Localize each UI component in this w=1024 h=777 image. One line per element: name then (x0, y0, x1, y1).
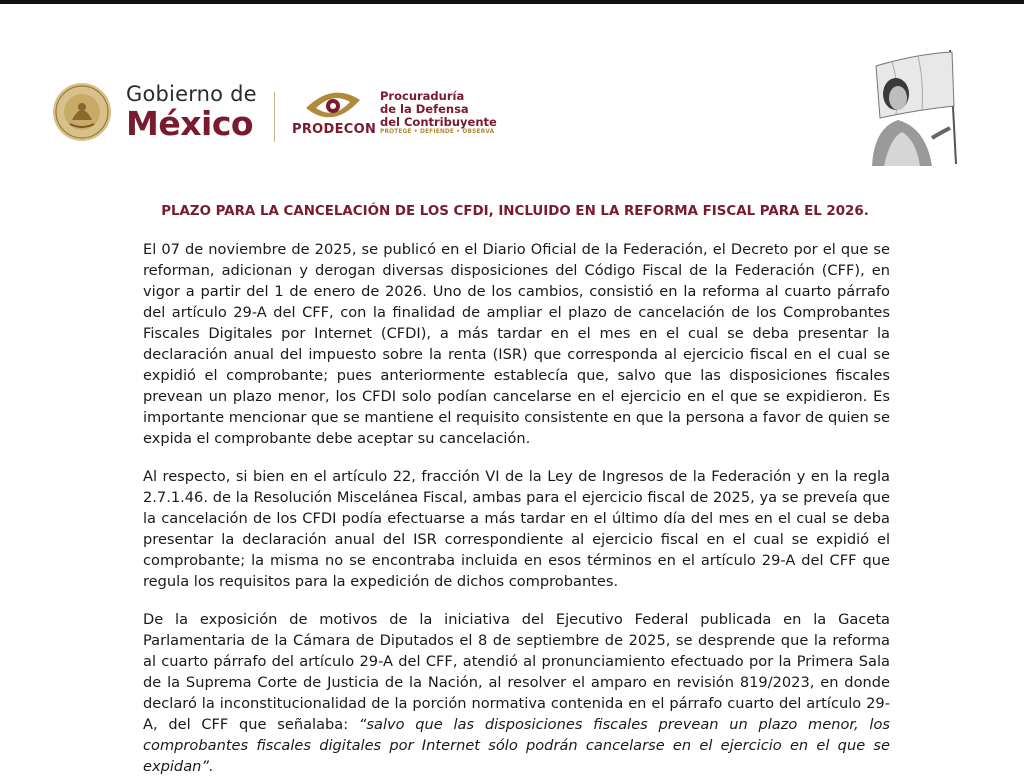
paragraph-3-quote: “salvo que las disposiciones fiscales prevean un plazo menor, los comprobantes fiscales digitales por Internet sólo podrán cancelarse en el ejercicio en el que se expidan”. (143, 716, 890, 775)
paragraph-1: El 07 de noviembre de 2025, se publicó en el Diario Oficial de la Federación, el Decreto por el que se reforman, adicionan y derogan diversas disposiciones del Código Fiscal de la Federación (CFF), en vigor a partir del 1 de enero de 2026. Uno de los cambios, consistió en la reforma al cuarto párrafo del artículo 29-A del CFF, con la finalidad de ampliar el plazo de cancelación de los Comprobantes Fiscales Digitales por Internet (CFDI), a más tardar en el mes en el cual se deba presentar la declaración anual del impuesto sobre la renta (ISR) que corresponda al ejercicio fiscal en el cual se expidió el comprobante; pues anteriormente establecía que, salvo que las disposiciones fiscales prevean un plazo menor, los CFDI solo podían cancelarse en el ejercicio en el que se expidieron. Es importante mencionar que se mantiene el requisito consistente en que la persona a favor de quien se expida el comprobante debe aceptar su cancelación. (143, 241, 890, 447)
national-seal-icon (52, 82, 112, 142)
top-border (0, 0, 1024, 4)
paragraph-3-text: De la exposición de motivos de la iniciativa del Ejecutivo Federal publicada en la Gaceta Parlamentaria de la Cámara de Diputados el 8 de septiembre de 2025, se desprende que la reforma al cuarto párrafo del artículo 29-A del CFF, atendió al pronunciamiento efectuado por la Primera Sala de la Suprema Corte de Justicia de la Nación, al resolver el amparo en revisión 819/2023, en donde declaró la inconstitucionalidad de la porción normativa contenida en el párrafo cuarto del artículo 29-A, del CFF que señalaba: (143, 611, 890, 733)
woman-with-flag-illustration-icon (846, 48, 964, 166)
prodecon-motto: PROTEGE • DEFIENDE • OBSERVA (380, 129, 495, 135)
prodecon-full-name: Procuraduría de la Defensa del Contribuyente (380, 89, 497, 129)
paragraph-2: Al respecto, si bien en el artículo 22, fracción VI de la Ley de Ingresos de la Federación y en la regla 2.7.1.46. de la Resolución Miscelánea Fiscal, ambas para el ejercicio fiscal de 2025, ya se preveía que la cancelación de los CFDI podía efectuarse a más tardar en el último día del mes en el cual se deba presentar la declaración anual del ISR correspondiente al ejercicio fiscal en el cual se expidió el comprobante; la misma no se encontraba incluida en esos términos en el artículo 29-A del CFF que regula los requisitos para la expedición de dichos comprobantes. (143, 468, 890, 590)
paragraph-3 (143, 609, 890, 777)
gobierno-de-mexico-logo (52, 82, 257, 142)
logo-divider (274, 92, 275, 142)
prodecon-short-name: PRODECON (292, 122, 377, 137)
gobierno-line1: Gobierno de (126, 82, 257, 106)
gobierno-line2: México (126, 104, 254, 143)
document-title: PLAZO PARA LA CANCELACIÓN DE LOS CFDI, INCLUIDO EN LA REFORMA FISCAL PARA EL 2026. (161, 204, 869, 219)
prodecon-eye-icon (302, 86, 364, 126)
prodecon-logo (292, 86, 502, 142)
